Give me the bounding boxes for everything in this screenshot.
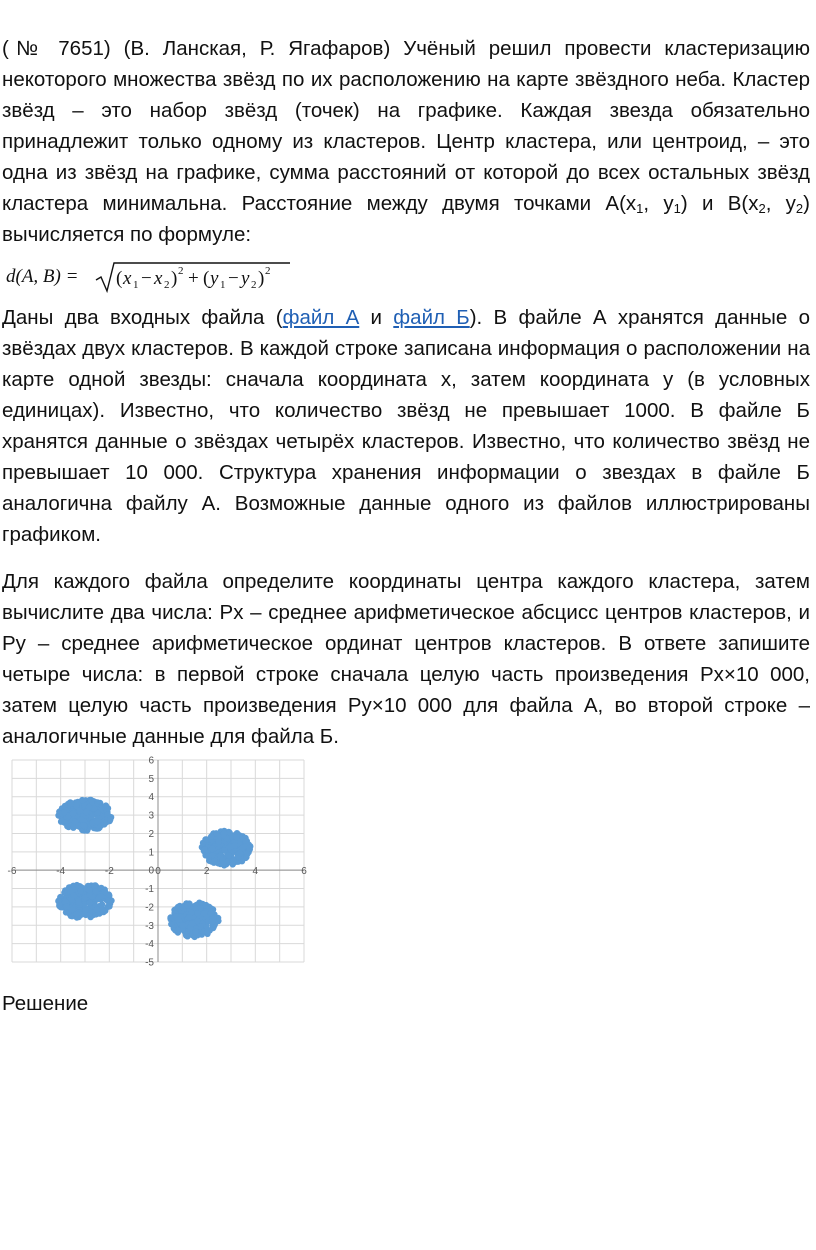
y-tick-label: -1 [145,884,154,896]
data-point [208,910,214,916]
y-tick-label: 6 [148,755,154,767]
data-point [226,830,232,836]
data-point [208,833,214,839]
y-tick-label: -3 [145,920,154,932]
intro-tail: ) вычисляется по формуле: [2,192,810,246]
y-tick-label: -4 [145,939,154,951]
data-point [201,846,207,852]
data-point [78,888,84,894]
data-point [89,813,95,819]
files-conjunction: и [359,306,394,329]
y-tick-label: -2 [145,902,154,914]
x-tick-label: 6 [301,866,307,878]
data-point [71,893,77,899]
cluster-3 [55,882,115,921]
data-point [221,830,227,836]
svg-text:(: ( [116,268,123,289]
file-a-link[interactable]: файл А [282,306,360,329]
intro-text: (№ 7651) (В. Ланская, Р. Ягафаров) Учёный решил провести кластеризацию некоторого множества звёзд по их расположению на карте звёздного неба. Кластер звёзд – это набор звёзд (точек) на графике. Каждая звезда обязательно принадлежит только одному из кластеров. Центр кластера, или центроид, – это одна из звёзд на графике, сумма расстояний от которой до всех остальных звёзд кластера минимальна. Расстояние между двумя точками [2,37,810,215]
data-point [211,858,217,864]
formula-y2: y [241,268,250,289]
data-point [99,907,105,913]
formula-y1: y [210,268,219,289]
data-point [107,816,113,822]
data-point [183,931,189,937]
separator: , y [765,192,796,215]
data-point [217,852,223,858]
formula-index: 2 [164,279,170,291]
formula-x1: x [123,268,132,289]
task-paragraph: Для каждого файла определите координаты центра каждого кластера, затем вычислите два числа: Px – среднее арифметическое абсцисс центров кластеров, и Py – среднее арифметическое ординат центров кластеров. В ответе запишите четыре числа: в первой строке сначала целую часть произведения Px×10 000, затем целую часть произведения Py×10 000 для файла А, во второй строке – аналогичные данные для файла Б. [2,570,810,748]
formula-index: 1 [220,279,226,291]
y-tick-label: 3 [148,810,154,822]
data-point [77,808,83,814]
data-point [63,904,69,910]
data-point [246,845,252,851]
y-tick-label: 1 [148,847,154,859]
data-point [103,802,109,808]
formula-square: 2 [265,265,271,277]
distance-formula [4,258,294,296]
data-point [98,893,104,899]
data-point [63,909,69,915]
data-point [204,929,210,935]
svg-text:): ) [171,268,178,289]
data-point [233,834,239,840]
data-point [220,860,226,866]
data-point [58,819,64,825]
data-point [189,920,195,926]
file-b-link[interactable]: файл Б [393,306,470,329]
data-point [230,861,236,867]
data-point [186,914,192,920]
input-files-paragraph [2,302,810,550]
problem-intro-paragraph [2,33,810,250]
data-point [209,846,215,852]
data-point [87,900,93,906]
point-a-label: A(x [605,192,637,215]
data-point [205,853,211,859]
data-point [86,887,92,893]
data-point [56,903,62,909]
data-point [180,922,186,928]
y-tick-label: -5 [145,957,154,969]
point-b-label: ) и B(x [680,192,759,215]
data-point [61,809,67,815]
files-description: ). В файле А хранятся данные о звёздах двух кластеров. В каждой строке записана информация о расположении на карте одной звезды: сначала координата x, затем координата y (в условных единицах). Известно, что количество звёзд не превышает 1000. В файле Б хранятся данные о звёздах четырёх кластеров. Известно, что количество звёзд не превышает 10 000. Структура хранения информации о звездах в файле Б аналогична файлу А. Возможные данные одного из файлов иллюстрированы графиком. [2,306,810,546]
data-point [83,809,89,815]
subscript: 2 [758,201,766,216]
formula-index: 1 [133,279,139,291]
data-point [82,907,88,913]
data-point [64,823,70,829]
x-tick-label: 0 [155,866,161,878]
data-point [68,800,74,806]
data-point [209,918,215,924]
data-point [221,847,227,853]
data-point [75,899,81,905]
data-point [80,822,86,828]
data-point [91,882,97,888]
subscript: 2 [795,201,804,216]
x-tick-label: 2 [203,866,210,878]
data-point [226,852,232,858]
formula-x2: x [154,268,163,289]
data-point [73,911,79,917]
cluster-1 [55,797,114,834]
cluster-scatter-chart [0,752,320,972]
y-tick-label: 4 [148,792,154,804]
formula-minus: − [141,268,152,289]
data-point [232,842,238,848]
x-tick-label: -6 [7,866,17,878]
formula-minus: − [228,268,239,289]
data-point [194,910,200,916]
data-point [175,917,181,923]
subscript: 1 [636,201,644,216]
data-point [185,902,191,908]
data-point [79,797,85,803]
files-intro-text: Даны два входных файла ( [2,306,283,329]
y-tick-label: 0 [148,865,154,877]
svg-text:(: ( [203,268,210,289]
formula-index: 2 [251,279,257,291]
formula-lhs: d(A, B) = [6,266,79,287]
svg-text:): ) [258,268,265,289]
x-tick-label: -4 [56,866,66,878]
separator: , y [643,192,674,215]
formula-plus: + [188,268,199,289]
data-point [70,811,76,817]
data-point [193,929,199,935]
data-point [202,910,208,916]
x-tick-label: -2 [104,866,114,878]
solution-heading: Решение [2,992,89,1015]
data-point [175,927,181,933]
y-tick-label: 2 [148,828,154,840]
x-tick-label: 4 [252,866,259,878]
data-point [94,818,100,824]
formula-square: 2 [178,265,184,277]
y-tick-label: 5 [148,773,154,785]
subscript: 1 [673,201,681,216]
data-point [106,903,112,909]
data-point [237,850,243,856]
cluster-4 [167,900,221,941]
